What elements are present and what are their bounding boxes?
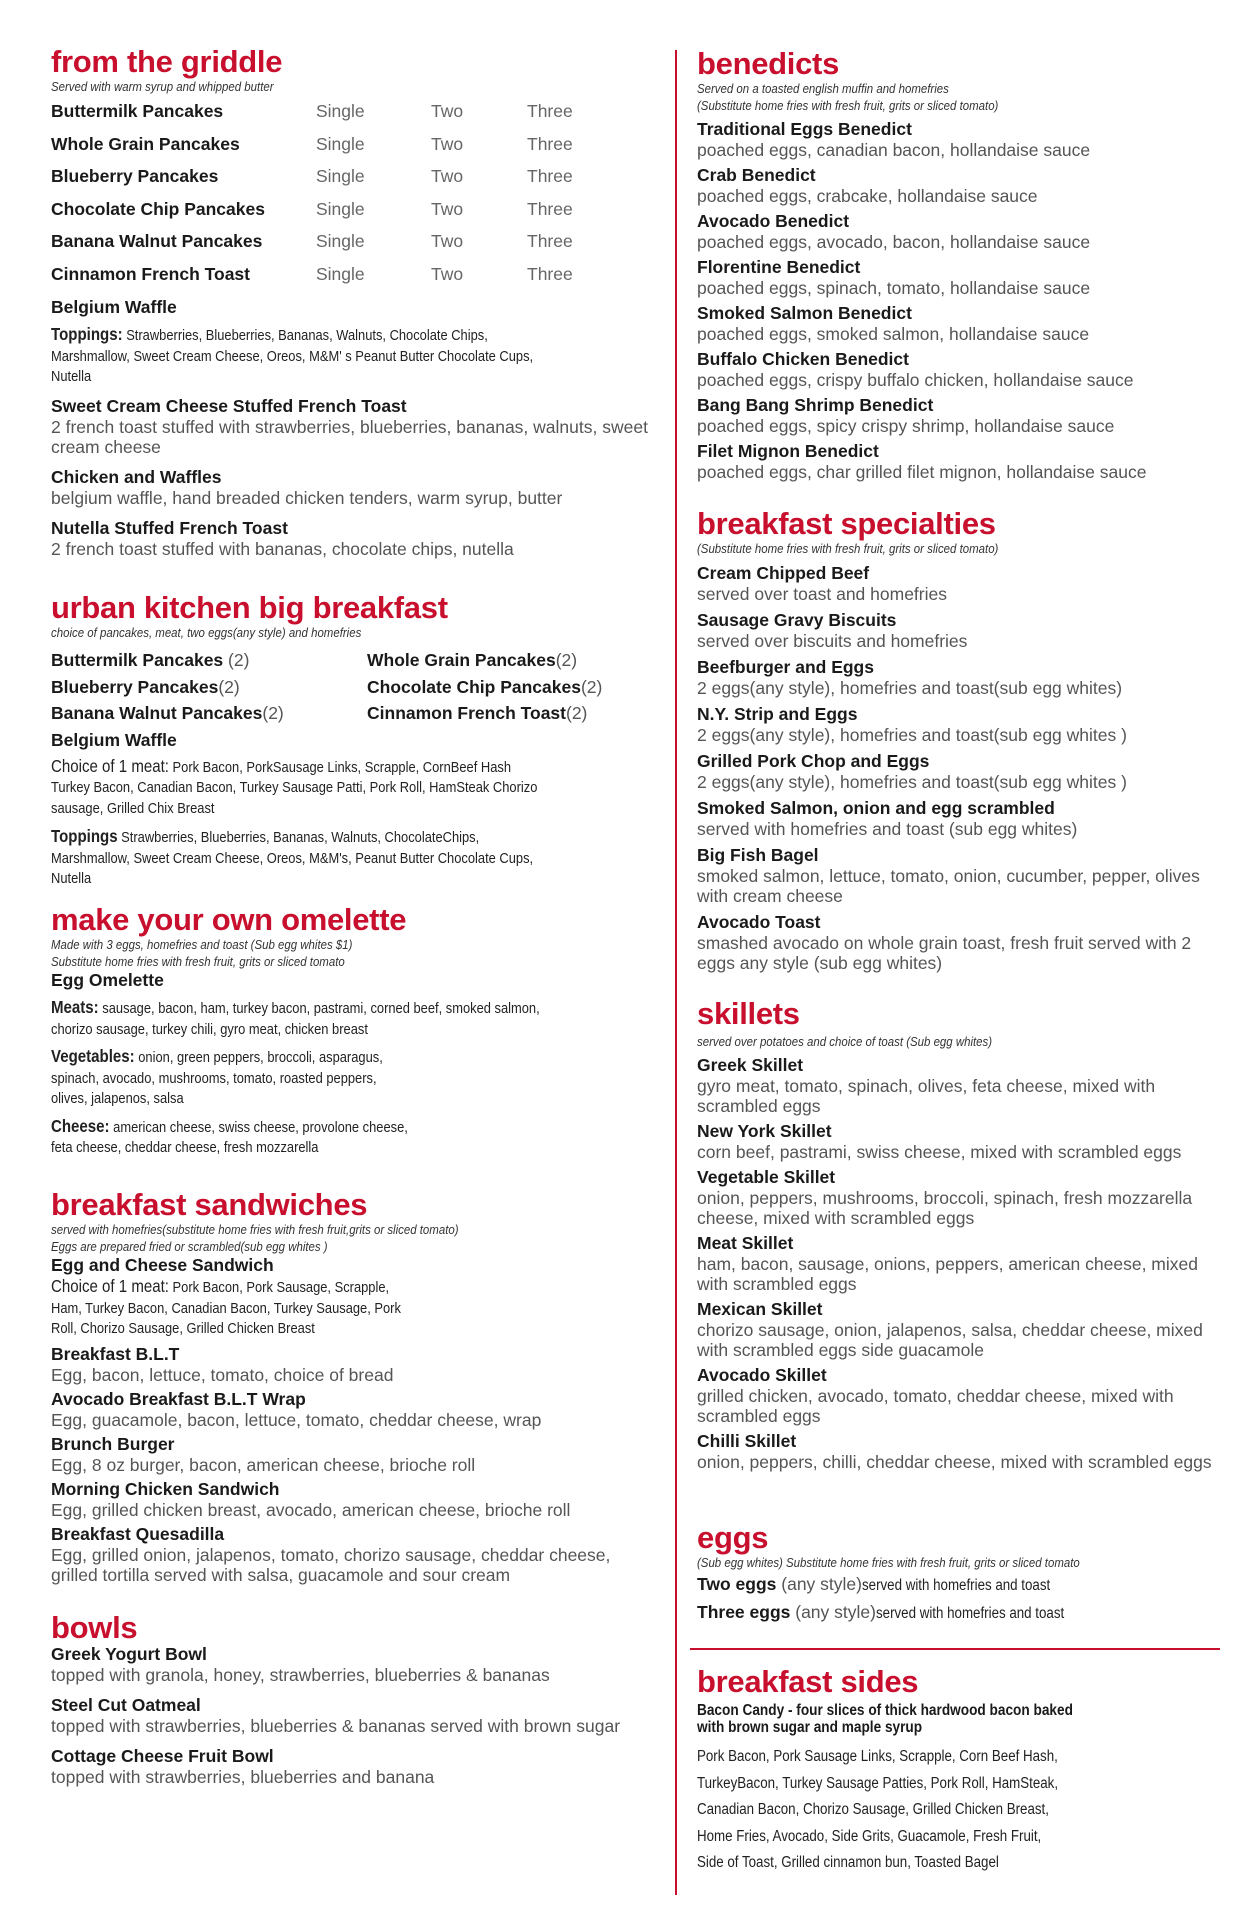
sandwich-item-desc: Egg, grilled onion, jalapenos, tomato, chorizo sausage, cheddar cheese, grilled tortilla served with salsa, guacamole and sour cream: [51, 1544, 611, 1585]
sides-line: Canadian Bacon, Chorizo Sausage, Grilled Chicken Breast,: [697, 1801, 1049, 1818]
sandwiches-items: [51, 1344, 651, 1585]
sandwich-item-desc: Egg, 8 oz burger, bacon, american cheese, brioche roll: [51, 1454, 476, 1475]
specialty-item-name: Beefburger and Eggs: [697, 657, 874, 677]
bacon-candy: [697, 1702, 1102, 1736]
griddle-item-name: Buttermilk Pancakes: [51, 101, 224, 121]
omelette-cheese: [51, 1116, 412, 1159]
omelette-meats: [51, 997, 550, 1040]
option-count: (2): [555, 650, 578, 670]
sandwiches-subtitle-2: Eggs are prepared fried or scrambled(sub egg whites ): [51, 1239, 328, 1254]
skillet-item-name: Vegetable Skillet: [697, 1167, 836, 1187]
option-count: (2): [223, 650, 250, 670]
griddle-option-three: Three: [527, 166, 573, 186]
omelette-name: Egg Omelette: [51, 970, 164, 990]
sides-line: Side of Toast, Grilled cinnamon bun, Toasted Bagel: [697, 1854, 999, 1871]
benedict-item-desc: poached eggs, crispy buffalo chicken, hollandaise sauce: [697, 370, 1134, 390]
eggs-line: [697, 1599, 1217, 1627]
skillet-item: [697, 1121, 1217, 1162]
skillet-item-desc: gyro meat, tomato, spinach, olives, feta cheese, mixed with scrambled eggs: [697, 1076, 1156, 1116]
griddle-item-name: Cinnamon French Toast: [51, 263, 250, 284]
griddle-item-name: Chicken and Waffles: [51, 466, 222, 487]
bowl-item: [51, 1746, 651, 1787]
omelette-subtitle-2: Substitute home fries with fresh fruit, grits or sliced tomato: [51, 954, 345, 969]
griddle-option-three: Three: [527, 101, 573, 121]
benedict-item-name: Bang Bang Shrimp Benedict: [697, 395, 934, 415]
benedict-item-desc: poached eggs, avocado, bacon, hollandaise sauce: [697, 232, 1091, 252]
benedict-item-name: Filet Mignon Benedict: [697, 441, 879, 461]
option-name: Chocolate Chip Pancakes: [367, 676, 581, 697]
bowl-item-desc: topped with strawberries, blueberries and banana: [51, 1767, 435, 1787]
griddle-row: [51, 95, 651, 128]
bacon-candy-desc: - four slices of thick hardwood bacon baked with brown sugar and maple syrup: [697, 1702, 1073, 1736]
option-count: (2): [262, 703, 284, 723]
benedicts-subtitle-1: Served on a toasted english muffin and homefries: [697, 81, 949, 96]
sides-list: [697, 1744, 1058, 1877]
omelette-vegetables: [51, 1046, 412, 1110]
bacon-candy-name: Bacon Candy: [697, 1702, 785, 1719]
griddle-item-name: Nutella Stuffed French Toast: [51, 517, 288, 538]
section-benedicts: [697, 48, 1217, 482]
big-breakfast-row: [51, 677, 651, 704]
specialty-item: [697, 563, 1217, 604]
skillet-item: [697, 1055, 1217, 1116]
bowl-item-desc: topped with granola, honey, strawberries, blueberries & bananas: [51, 1665, 550, 1685]
benedict-item: [697, 395, 1217, 436]
section-eggs: [697, 1522, 1217, 1627]
specialties-items: [697, 563, 1217, 973]
eggs-name: Two eggs: [697, 1574, 777, 1594]
option-name: Banana Walnut Pancakes: [51, 703, 263, 723]
big-breakfast-option-right: [367, 677, 602, 698]
specialty-item: [697, 657, 1217, 698]
specialty-item-name: Avocado Toast: [697, 912, 821, 932]
sandwich-item: [51, 1479, 651, 1520]
specialties-subtitle: (Substitute home fries with fresh fruit, grits or sliced tomato): [697, 541, 999, 556]
section-omelette: [51, 904, 651, 1159]
option-count: (2): [218, 676, 240, 697]
benedict-item: [697, 165, 1217, 206]
sandwich-item-name: Avocado Breakfast B.L.T Wrap: [51, 1388, 306, 1409]
specialty-item: [697, 912, 1217, 973]
griddle-option-two: Two: [431, 166, 464, 186]
benedict-item: [697, 441, 1217, 482]
benedict-item-name: Avocado Benedict: [697, 211, 850, 231]
sandwich-item: [51, 1389, 651, 1430]
section-sandwiches: [51, 1189, 651, 1585]
skillet-item-name: Avocado Skillet: [697, 1365, 827, 1385]
benedict-item-desc: poached eggs, spinach, tomato, hollandaise sauce: [697, 278, 1091, 298]
sandwich-item-name: Breakfast Quesadilla: [51, 1523, 225, 1544]
big-breakfast-toppings-text: Strawberries, Blueberries, Bananas, Walnuts, ChocolateChips, Marshmallow, Sweet Cream Cheese, Oreos, M&M's, Peanut Butter Chocolate Cups, Nutella: [51, 829, 534, 887]
skillet-item: [697, 1431, 1217, 1472]
sandwich-item-desc: Egg, bacon, lettuce, tomato, choice of bread: [51, 1364, 394, 1385]
specialty-item-desc: 2 eggs(any style), homefries and toast(sub egg whites ): [697, 725, 1127, 745]
specialty-item: [697, 845, 1217, 906]
benedict-item-name: Florentine Benedict: [697, 257, 861, 277]
bowls-items: [51, 1644, 651, 1787]
sandwiches-meat-label: Choice of 1 meat:: [51, 1276, 169, 1296]
sandwich-item-name: Breakfast B.L.T: [51, 1343, 180, 1364]
sandwich-item-desc: Egg, grilled chicken breast, avocado, american cheese, brioche roll: [51, 1499, 571, 1520]
griddle-row: [51, 160, 651, 193]
bowl-item: [51, 1644, 651, 1685]
option-name: Blueberry Pancakes: [51, 676, 219, 697]
eggs-rest: served with homefries and toast: [861, 1577, 1051, 1594]
benedicts-subtitle-2: (Substitute home fries with fresh fruit, grits or sliced tomato): [697, 98, 999, 113]
bowl-item-name: Cottage Cheese Fruit Bowl: [51, 1746, 274, 1766]
option-name: Buttermilk Pancakes: [51, 650, 224, 670]
omelette-meats-text: sausage, bacon, ham, turkey bacon, pastrami, corned beef, smoked salmon, chorizo sausage, turkey chili, gyro meat, chicken breast: [51, 1000, 540, 1038]
griddle-option-two: Two: [431, 231, 464, 251]
omelette-subtitle-1: Made with 3 eggs, homefries and toast (Sub egg whites $1): [51, 937, 353, 952]
benedict-item: [697, 303, 1217, 344]
griddle-row: [51, 193, 651, 226]
benedict-item-name: Buffalo Chicken Benedict: [697, 349, 909, 369]
bowls-title: bowls: [51, 1610, 138, 1645]
griddle-title: from the griddle: [51, 44, 283, 79]
skillet-item: [697, 1233, 1217, 1294]
specialty-item-name: Sausage Gravy Biscuits: [697, 610, 897, 630]
specialties-title: breakfast specialties: [697, 506, 996, 541]
specialty-item-name: Cream Chipped Beef: [697, 563, 870, 583]
griddle-option-two: Two: [431, 133, 464, 154]
bowl-item-name: Greek Yogurt Bowl: [51, 1644, 207, 1664]
griddle-table: [51, 95, 651, 290]
omelette-veg-label: Vegetables:: [51, 1046, 135, 1066]
benedict-item-desc: poached eggs, char grilled filet mignon, hollandaise sauce: [697, 462, 1147, 482]
section-specialties: [697, 508, 1217, 973]
benedict-item-desc: poached eggs, canadian bacon, hollandaise sauce: [697, 140, 1091, 160]
griddle-option-three: Three: [527, 231, 573, 251]
benedict-item: [697, 257, 1217, 298]
big-breakfast-option-left: [51, 677, 240, 698]
skillet-item-name: Mexican Skillet: [697, 1299, 823, 1319]
specialty-item-desc: smashed avocado on whole grain toast, fresh fruit served with 2 eggs any style (sub egg whites): [697, 933, 1192, 973]
griddle-toppings-text: Strawberries, Blueberries, Bananas, Walnuts, Chocolate Chips, Marshmallow, Sweet Cream Cheese, Oreos, M&M' s Peanut Butter Chocolate Cups, Nutella: [51, 327, 534, 385]
eggs-name: Three eggs: [697, 1602, 791, 1622]
sides-title: breakfast sides: [697, 1664, 919, 1699]
griddle-item: [51, 396, 651, 457]
sandwiches-meat: [51, 1276, 412, 1340]
eggs-subtitle: (Sub egg whites) Substitute home fries with fresh fruit, grits or sliced tomato: [697, 1555, 1080, 1570]
skillet-item-desc: onion, peppers, chilli, cheddar cheese, mixed with scrambled eggs: [697, 1452, 1212, 1472]
skillets-subtitle: served over potatoes and choice of toast (Sub egg whites): [697, 1034, 993, 1049]
griddle-row: [51, 128, 651, 161]
skillet-item-desc: onion, peppers, mushrooms, broccoli, spinach, fresh mozzarella cheese, mixed with scrambled eggs: [697, 1188, 1193, 1228]
skillet-item-name: Greek Skillet: [697, 1055, 804, 1075]
option-name: Cinnamon French Toast: [367, 703, 566, 723]
omelette-meats-label: Meats:: [51, 997, 99, 1017]
griddle-option-single: Single: [316, 198, 365, 219]
griddle-option-three: Three: [527, 198, 573, 219]
benedict-item: [697, 349, 1217, 390]
big-breakfast-row: [51, 703, 651, 730]
skillet-item-name: New York Skillet: [697, 1121, 832, 1141]
big-breakfast-options: [51, 650, 651, 730]
omelette-cheese-label: Cheese:: [51, 1115, 110, 1136]
eggs-title: eggs: [697, 1520, 769, 1555]
skillet-item-desc: grilled chicken, avocado, tomato, cheddar cheese, mixed with scrambled eggs: [697, 1386, 1174, 1426]
omelette-cheese-text: american cheese, swiss cheese, provolone cheese, feta cheese, cheddar cheese, fresh mozzarella: [51, 1118, 408, 1156]
griddle-option-two: Two: [431, 263, 464, 284]
griddle-option-single: Single: [316, 166, 365, 186]
section-griddle: [51, 46, 651, 559]
eggs-rest: served with homefries and toast: [875, 1605, 1065, 1622]
griddle-toppings-label: Toppings:: [51, 324, 123, 344]
benedict-item: [697, 211, 1217, 252]
eggs-line: [697, 1571, 1217, 1599]
skillet-item: [697, 1299, 1217, 1360]
bowl-item-name: Steel Cut Oatmeal: [51, 1695, 201, 1715]
benedict-item-name: Traditional Eggs Benedict: [697, 119, 912, 139]
griddle-row: [51, 225, 651, 258]
section-big-breakfast: [51, 592, 651, 890]
griddle-item-name: Blueberry Pancakes: [51, 166, 219, 186]
big-breakfast-option-left: [51, 650, 249, 671]
griddle-item: [51, 467, 651, 508]
bowl-item-desc: topped with strawberries, blueberries & bananas served with brown sugar: [51, 1716, 621, 1736]
skillet-item-desc: ham, bacon, sausage, onions, peppers, american cheese, mixed with scrambled eggs: [697, 1254, 1198, 1294]
big-breakfast-row: [51, 650, 651, 677]
sides-line: TurkeyBacon, Turkey Sausage Patties, Pork Roll, HamSteak,: [697, 1774, 1059, 1792]
sandwich-egg-cheese: Egg and Cheese Sandwich: [51, 1255, 274, 1275]
specialty-item-desc: 2 eggs(any style), homefries and toast(sub egg whites): [697, 678, 1123, 698]
griddle-subtitle: Served with warm syrup and whipped butter: [51, 79, 274, 94]
section-sides: [697, 1666, 1217, 1877]
griddle-item-name: Whole Grain Pancakes: [51, 133, 240, 154]
sandwiches-meat-text: Pork Bacon, Pork Sausage, Scrapple, Ham, Turkey Bacon, Canadian Bacon, Turkey Sausage, Pork Roll, Chorizo Sausage, Grilled Chicken Breast: [51, 1279, 401, 1337]
big-breakfast-toppings: [51, 826, 550, 890]
benedict-item-name: Crab Benedict: [697, 165, 816, 185]
griddle-item-name: Sweet Cream Cheese Stuffed French Toast: [51, 395, 407, 416]
griddle-row: [51, 258, 651, 291]
griddle-option-two: Two: [431, 101, 464, 121]
section-skillets: [697, 998, 1217, 1472]
big-breakfast-title: urban kitchen big breakfast: [51, 590, 448, 625]
option-name: Whole Grain Pancakes: [367, 650, 556, 670]
column-divider: [675, 50, 677, 1895]
skillet-item: [697, 1167, 1217, 1228]
big-breakfast-option-right: [367, 703, 587, 724]
big-breakfast-toppings-label: Toppings: [51, 826, 118, 846]
griddle-option-two: Two: [431, 198, 464, 219]
specialty-item-desc: served over toast and homefries: [697, 584, 947, 604]
skillet-item-name: Chilli Skillet: [697, 1431, 797, 1451]
big-breakfast-meat: [51, 756, 550, 820]
griddle-option-single: Single: [316, 231, 365, 251]
griddle-toppings: [51, 324, 550, 388]
eggs-style: (any style): [776, 1574, 862, 1594]
sandwiches-title: breakfast sandwiches: [51, 1187, 368, 1222]
eggs-style: (any style): [790, 1602, 876, 1622]
specialty-item-name: N.Y. Strip and Eggs: [697, 704, 858, 724]
griddle-option-three: Three: [527, 263, 573, 284]
big-breakfast-waffle: Belgium Waffle: [51, 729, 177, 750]
omelette-veg-text: onion, green peppers, broccoli, asparagus, spinach, avocado, mushrooms, tomato, roasted peppers, olives, jalapenos, salsa: [51, 1049, 383, 1107]
sandwich-item: [51, 1434, 651, 1475]
griddle-item-desc: 2 french toast stuffed with strawberries, blueberries, bananas, walnuts, sweet cream cheese: [51, 416, 648, 457]
benedicts-title: benedicts: [697, 46, 840, 81]
specialty-item: [697, 610, 1217, 651]
specialty-item-desc: served with homefries and toast (sub egg whites): [697, 819, 1078, 839]
specialty-item: [697, 798, 1217, 839]
skillet-item-name: Meat Skillet: [697, 1233, 794, 1253]
specialty-item: [697, 704, 1217, 745]
specialty-item-name: Grilled Pork Chop and Eggs: [697, 751, 930, 771]
griddle-item-desc: 2 french toast stuffed with bananas, chocolate chips, nutella: [51, 538, 514, 559]
sides-line: Home Fries, Avocado, Side Grits, Guacamole, Fresh Fruit,: [697, 1827, 1042, 1845]
benedict-item: [697, 119, 1217, 160]
skillets-title: skillets: [697, 996, 800, 1031]
bowl-item: [51, 1695, 651, 1736]
skillet-item: [697, 1365, 1217, 1426]
sandwich-item: [51, 1344, 651, 1385]
option-count: (2): [566, 703, 588, 723]
benedicts-items: [697, 119, 1217, 482]
specialty-item-desc: served over biscuits and homefries: [697, 631, 968, 651]
big-breakfast-option-right: [367, 650, 577, 671]
eggs-lines: [697, 1571, 1217, 1627]
option-count: (2): [580, 676, 603, 697]
griddle-option-three: Three: [527, 133, 573, 154]
benedict-item-desc: poached eggs, crabcake, hollandaise sauce: [697, 186, 1038, 206]
griddle-item-desc: belgium waffle, hand breaded chicken tenders, warm syrup, butter: [51, 487, 563, 508]
big-breakfast-subtitle: choice of pancakes, meat, two eggs(any style) and homefries: [51, 625, 362, 640]
griddle-option-single: Single: [316, 101, 365, 121]
sandwiches-subtitle-1: served with homefries(substitute home fries with fresh fruit,grits or sliced tomato): [51, 1222, 459, 1237]
sandwich-item-desc: Egg, guacamole, bacon, lettuce, tomato, cheddar cheese, wrap: [51, 1409, 542, 1430]
big-breakfast-meat-text: Pork Bacon, PorkSausage Links, Scrapple, CornBeef Hash Turkey Bacon, Canadian Bacon, Turkey Sausage Patti, Pork Roll, HamSteak Chorizo sausage, Grilled Chix Breast: [51, 758, 538, 817]
specialty-item-desc: 2 eggs(any style), homefries and toast(sub egg whites ): [697, 772, 1127, 792]
specialty-item-desc: smoked salmon, lettuce, tomato, onion, cucumber, pepper, olives with cream cheese: [697, 866, 1200, 906]
skillets-items: [697, 1055, 1217, 1472]
specialty-item-name: Smoked Salmon, onion and egg scrambled: [697, 798, 1055, 818]
big-breakfast-meat-label: Choice of 1 meat:: [51, 755, 169, 776]
griddle-waffle: Belgium Waffle: [51, 297, 177, 317]
skillet-item-desc: corn beef, pastrami, swiss cheese, mixed with scrambled eggs: [697, 1142, 1182, 1162]
specialty-item-name: Big Fish Bagel: [697, 845, 819, 865]
sandwich-item: [51, 1524, 651, 1585]
griddle-items: [51, 396, 651, 559]
specialty-item: [697, 751, 1217, 792]
griddle-option-single: Single: [316, 133, 365, 154]
benedict-item-desc: poached eggs, spicy crispy shrimp, hollandaise sauce: [697, 416, 1115, 436]
sides-line: Pork Bacon, Pork Sausage Links, Scrapple, Corn Beef Hash,: [697, 1748, 1058, 1765]
sandwich-item-name: Morning Chicken Sandwich: [51, 1478, 280, 1499]
omelette-title: make your own omelette: [51, 902, 407, 937]
section-bowls: [51, 1612, 651, 1787]
griddle-item-name: Banana Walnut Pancakes: [51, 231, 263, 251]
griddle-item: [51, 518, 651, 559]
griddle-option-single: Single: [316, 263, 365, 284]
benedict-item-desc: poached eggs, smoked salmon, hollandaise sauce: [697, 324, 1090, 344]
sandwich-item-name: Brunch Burger: [51, 1433, 175, 1454]
griddle-item-name: Chocolate Chip Pancakes: [51, 198, 265, 219]
skillet-item-desc: chorizo sausage, onion, jalapenos, salsa, cheddar cheese, mixed with scrambled eggs side guacamole: [697, 1320, 1203, 1360]
sides-divider: [690, 1648, 1220, 1650]
big-breakfast-option-left: [51, 703, 284, 724]
benedict-item-name: Smoked Salmon Benedict: [697, 303, 912, 323]
